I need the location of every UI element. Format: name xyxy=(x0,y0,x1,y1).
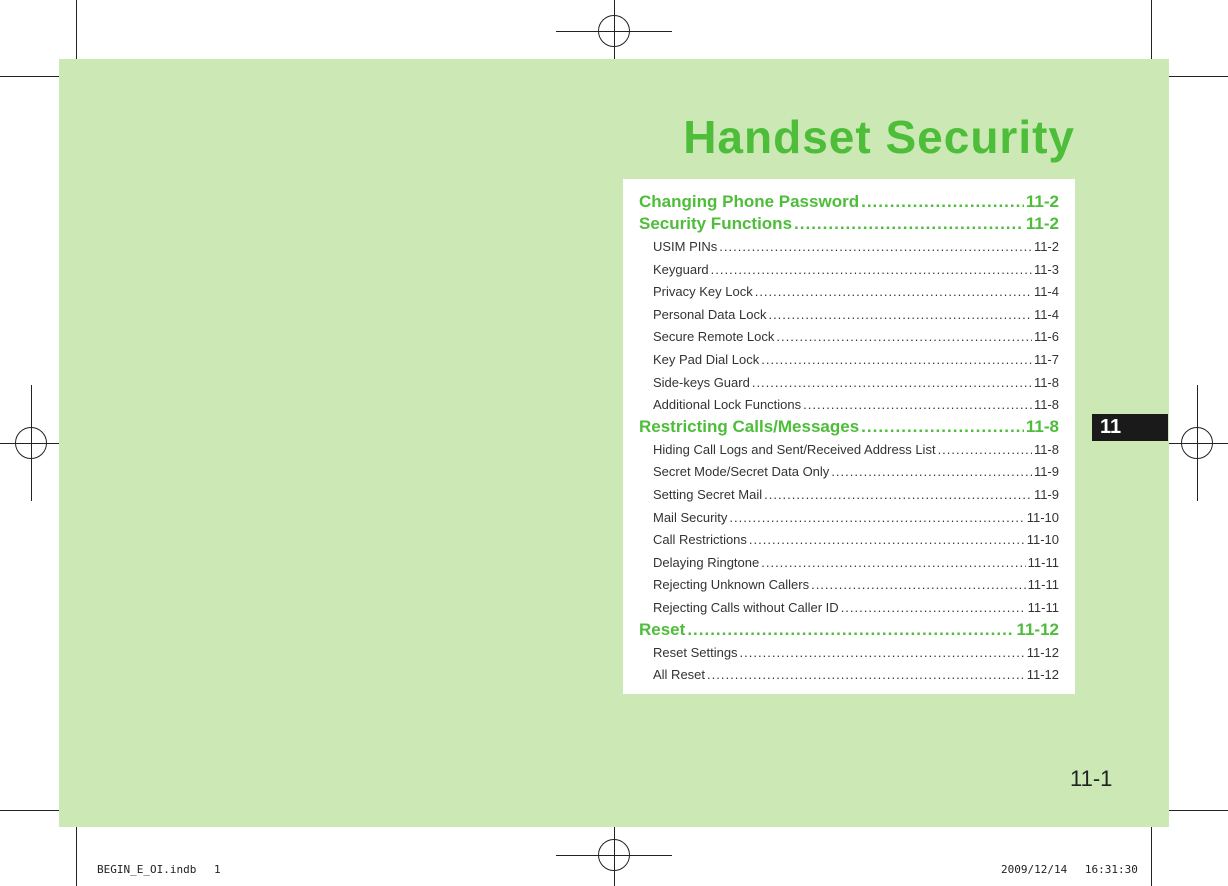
toc-page: 11-4 xyxy=(1033,306,1059,322)
toc-entry[interactable] xyxy=(639,439,1059,462)
toc-leader xyxy=(861,417,1024,437)
toc-label: Personal Data Lock xyxy=(653,306,767,322)
toc-leader xyxy=(749,529,1025,552)
toc-section[interactable] xyxy=(639,417,1059,439)
toc-leader xyxy=(938,439,1032,462)
toc-label: Hiding Call Logs and Sent/Received Address List xyxy=(653,441,936,457)
toc-leader xyxy=(831,461,1032,484)
toc-page: 11-4 xyxy=(1033,284,1059,300)
toc-label: Rejecting Calls without Caller ID xyxy=(653,599,839,615)
toc-entry[interactable] xyxy=(639,259,1059,282)
toc-page: 11-2 xyxy=(1025,192,1059,211)
toc-leader xyxy=(761,552,1025,575)
toc-entry[interactable] xyxy=(639,236,1059,259)
toc-entry[interactable] xyxy=(639,552,1059,575)
toc-page: 11-6 xyxy=(1033,329,1059,345)
toc-entry[interactable] xyxy=(639,529,1059,552)
toc-page: 11-9 xyxy=(1033,464,1059,480)
toc-page: 11-12 xyxy=(1016,619,1059,639)
page-number: 11-1 xyxy=(1070,766,1113,791)
toc-entry[interactable] xyxy=(639,281,1059,304)
toc-leader xyxy=(711,259,1032,282)
toc-label: Changing Phone Password xyxy=(639,192,860,211)
toc-leader xyxy=(811,574,1026,597)
toc-page: 11-12 xyxy=(1026,667,1059,683)
table-of-contents xyxy=(623,179,1075,694)
toc-page: 11-9 xyxy=(1033,486,1059,502)
toc-leader xyxy=(761,349,1032,372)
toc-label: Rejecting Unknown Callers xyxy=(653,577,810,593)
toc-leader xyxy=(803,394,1032,417)
toc-label: Reset xyxy=(639,619,686,639)
toc-page: 11-10 xyxy=(1026,532,1059,548)
toc-page: 11-2 xyxy=(1025,214,1059,233)
toc-leader xyxy=(768,304,1031,327)
toc-leader xyxy=(752,372,1032,395)
toc-page: 11-8 xyxy=(1025,416,1059,436)
toc-label: Call Restrictions xyxy=(653,532,747,548)
toc-label: Secret Mode/Secret Data Only xyxy=(653,464,830,480)
toc-label: Keyguard xyxy=(653,261,709,277)
toc-section[interactable] xyxy=(639,620,1059,642)
toc-leader xyxy=(729,507,1024,530)
toc-entry[interactable] xyxy=(639,597,1059,620)
toc-entry[interactable] xyxy=(639,349,1059,372)
footer-file: BEGIN_E_OI.indb 1 xyxy=(97,863,221,876)
toc-leader xyxy=(841,597,1026,620)
toc-page: 11-11 xyxy=(1027,554,1059,570)
toc-leader xyxy=(776,326,1032,349)
toc-entry[interactable] xyxy=(639,394,1059,417)
toc-entry[interactable] xyxy=(639,461,1059,484)
toc-label: USIM PINs xyxy=(653,239,718,254)
toc-section[interactable] xyxy=(639,192,1059,214)
toc-entry[interactable] xyxy=(639,304,1059,327)
toc-label: Security Functions xyxy=(639,214,793,233)
toc-label: Secure Remote Lock xyxy=(653,329,775,345)
footer-timestamp: 2009/12/14 16:31:30 xyxy=(1001,863,1138,876)
toc-page: 11-10 xyxy=(1026,509,1059,525)
toc-entry[interactable] xyxy=(639,664,1059,687)
toc-page: 11-7 xyxy=(1033,351,1059,367)
toc-section[interactable] xyxy=(639,214,1059,236)
toc-leader xyxy=(687,620,1014,640)
toc-label: Reset Settings xyxy=(653,644,738,660)
toc-leader xyxy=(755,281,1032,304)
toc-label: Privacy Key Lock xyxy=(653,284,753,300)
toc-label: Setting Secret Mail xyxy=(653,486,763,502)
toc-entry[interactable] xyxy=(639,507,1059,530)
toc-leader xyxy=(740,642,1025,665)
toc-page: 11-8 xyxy=(1033,397,1059,413)
toc-page: 11-11 xyxy=(1027,599,1059,615)
toc-label: Additional Lock Functions xyxy=(653,397,802,413)
toc-entry[interactable] xyxy=(639,642,1059,665)
chapter-tab: 11 xyxy=(1092,414,1168,441)
toc-list xyxy=(639,192,1059,687)
toc-leader xyxy=(794,214,1024,234)
toc-label: Key Pad Dial Lock xyxy=(653,351,760,367)
toc-page: 11-2 xyxy=(1033,239,1059,254)
toc-label: Mail Security xyxy=(653,509,728,525)
toc-label: Restricting Calls/Messages xyxy=(639,416,860,436)
toc-entry[interactable] xyxy=(639,574,1059,597)
toc-leader xyxy=(764,484,1032,507)
toc-label: Side-keys Guard xyxy=(653,374,750,390)
toc-leader xyxy=(719,236,1032,259)
toc-page: 11-8 xyxy=(1033,441,1059,457)
toc-label: All Reset xyxy=(653,667,706,683)
toc-page: 11-11 xyxy=(1027,577,1059,593)
toc-leader xyxy=(707,664,1025,687)
toc-leader xyxy=(861,192,1024,212)
toc-page: 11-12 xyxy=(1026,644,1059,660)
toc-entry[interactable] xyxy=(639,326,1059,349)
toc-label: Delaying Ringtone xyxy=(653,554,760,570)
toc-page: 11-3 xyxy=(1033,261,1059,277)
toc-entry[interactable] xyxy=(639,484,1059,507)
toc-entry[interactable] xyxy=(639,372,1059,395)
toc-page: 11-8 xyxy=(1033,374,1059,390)
page-title: Handset Security xyxy=(683,111,1075,163)
